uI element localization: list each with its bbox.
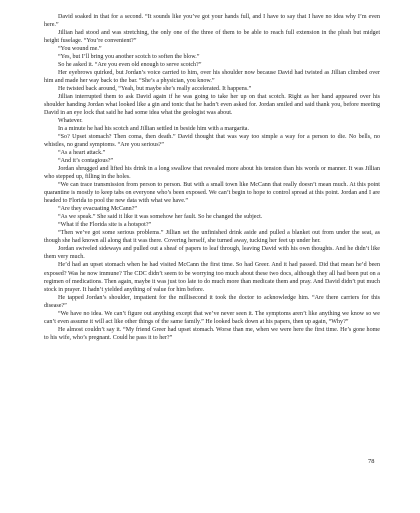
paragraph: Jordan swiveled sideways and pulled out a sheaf of papers to leaf through, leaving David with his own thoughts. And he didn’t like them very much. <box>44 246 380 261</box>
paragraph: “Yes, but I’ll bring you another scotch to soften the blow.” <box>58 54 200 61</box>
paragraph: “Then we’ve got some serious problems.” Jillian set the unfinished drink aside and pulled a blanket out from under the seat, as though she had known all along that it was there. Covering herself, she turned away, tucking her feet up under her. <box>44 230 380 245</box>
body-text <box>44 13 380 342</box>
paragraph: “And it’s contagious?” <box>58 158 114 165</box>
paragraph: Jillian interrupted them to ask David again if he was going to take her up on that scotch. Right as her hand appeared over his shoulder handing Jordan what looked like a gin and tonic that he hadn’t even asked for. Jordan smiled and said thank you, before meeting David in an eye lock that said he had some idea what the geologist was about. <box>44 94 380 117</box>
paragraph: In a minute he had his scotch and Jillian settled in beside him with a margarita. <box>58 126 249 133</box>
paragraph: He twisted back around, “Yeah, but maybe she’s really accelerated. It happens.” <box>58 86 252 93</box>
paragraph: “As a heart attack.” <box>58 150 106 157</box>
paragraph: “As we speak.” She said it like it was somehow her fault. So he changed the subject. <box>58 214 263 221</box>
page-number: 78 <box>368 458 375 465</box>
paragraph: Jordan shrugged and lifted his drink in a long swallow that revealed more about his tension than his words or manner. It was Jillian who stepped up, filling in the holes. <box>44 166 380 181</box>
paragraph: David soaked in that for a second. “It sounds like you’ve got your hands full, and I have to say that I have no idea why I’m even here.” <box>44 14 380 29</box>
paragraph: “We have no idea. We can’t figure out anything except that we’ve never seen it. The symptoms aren’t like anything we know so we can’t even assume it will act like other things of the same family.” He looked back down at his papers, then up again, “Why?” <box>44 310 380 325</box>
paragraph: “Are they evacuating McCann?” <box>58 206 138 213</box>
paragraph: “So? Upset stomach? Then coma, then death.” David thought that was way too simple a way for a person to die. No bells, no whistles, no grand symptoms. “Are you serious?” <box>44 134 380 149</box>
paragraph: Her eyebrows quirked, but Jordan’s voice carried to him, over his shoulder now because David had twisted as Jillian climbed over him and made her way back to the bar. “She’s a physician, you know.” <box>44 70 380 85</box>
paragraph: “What if the Florida site is a hotspot?” <box>58 222 152 229</box>
paragraph: “We can trace transmission from person to person. But with a small town like McCann that really doesn’t mean much. At this point quarantine is mostly to keep tabs on everyone who’s been exposed. We can’t begin to hope to control spread at this point. Jordan and I are headed to Florida to pool the new data with what we have.” <box>44 182 380 205</box>
paragraph: He almost couldn’t say it. “My friend Greer had upset stomach. Worse than me, when we were here the first time. He’s gone home to his wife, who’s pregnant. Could he pass it to her?” <box>44 326 380 341</box>
paragraph: “You wound me.” <box>58 46 102 53</box>
paragraph: He tapped Jordan’s shoulder, impatient for the millisecond it took the doctor to acknowledge him. “Are there carriers for this disease?” <box>44 294 380 309</box>
paragraph: He’d had an upset stomach when he had visited McCann the first time. So had Greer. And it had passed. Did that mean he’d been exposed? Was he now immune? The CDC didn’t seem to be worrying too much about these two docs, although they all had been put on a regimen of medications. Then again, maybe it was just too late to do much more than medicate them and pray. And David didn’t put much stock in prayer. It hadn’t yielded anything of value for him before. <box>44 262 380 293</box>
paragraph: Jillian had stood and was stretching, the only one of the three of them to be able to reach full extension in the plush but midget height fuselage. “You’re convenient?” <box>44 30 380 45</box>
paragraph: So he asked it. “Are you even old enough to serve scotch?” <box>58 62 202 69</box>
paragraph: Whatever. <box>58 118 83 125</box>
